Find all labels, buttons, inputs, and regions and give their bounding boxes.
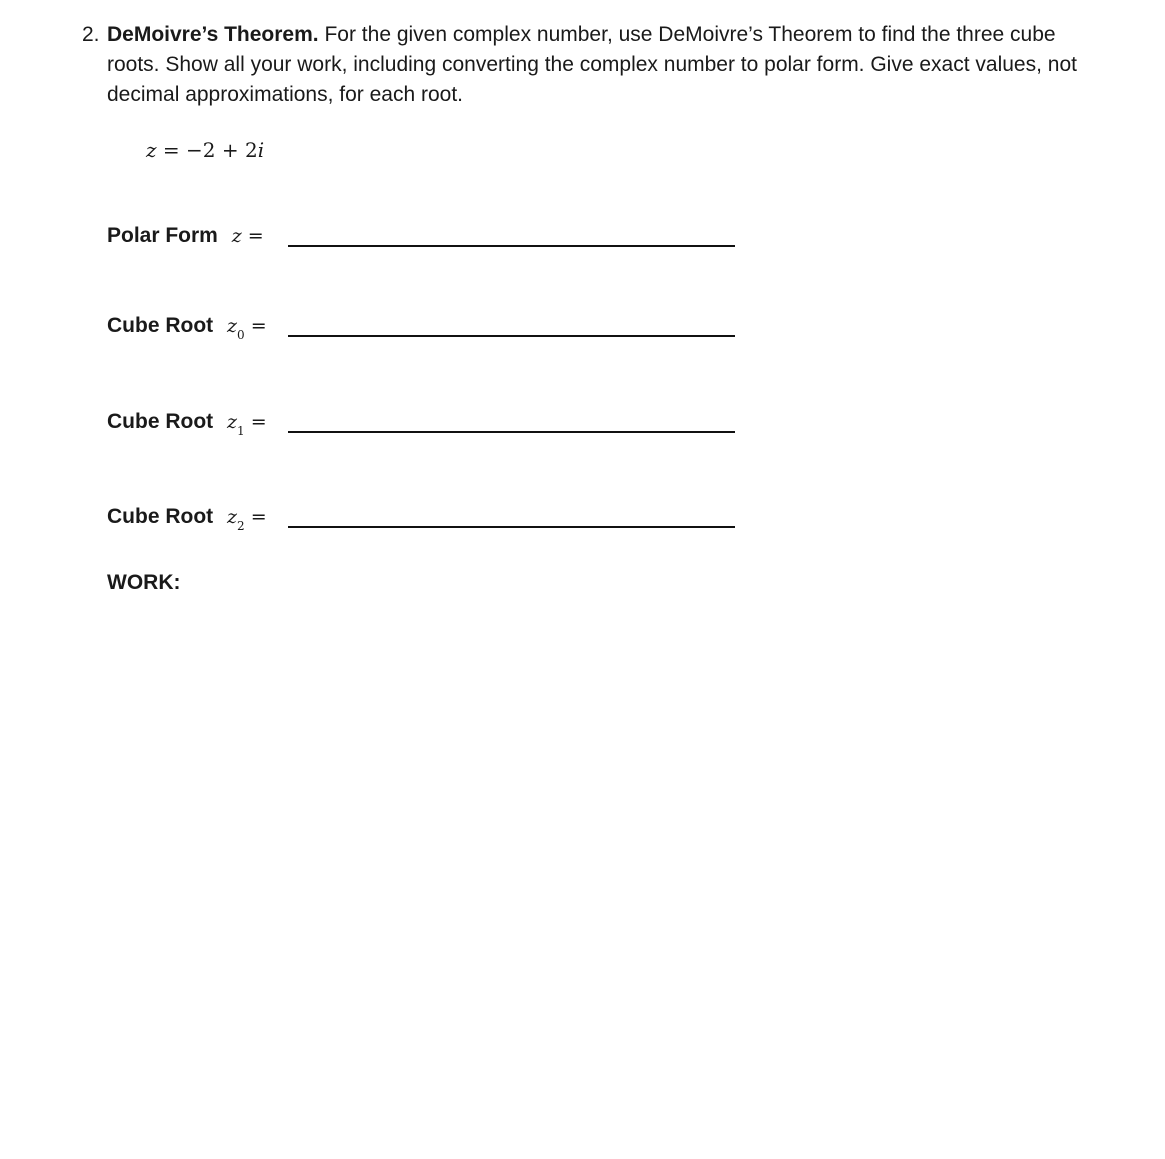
cube-root-0-label: Cube Root (107, 314, 214, 337)
polar-form-var: z (231, 225, 242, 247)
polar-form-eq: = (241, 225, 264, 247)
polar-form-math (232, 225, 264, 247)
cube-root-0-sub: 0 (237, 327, 245, 342)
cube-root-0-var: z (227, 315, 238, 337)
cube-root-2-math (227, 506, 267, 533)
given-variable: z (146, 138, 157, 162)
polar-form-label: Polar Form (107, 224, 218, 247)
cube-root-1-row (107, 410, 267, 436)
cube-root-2-var: z (227, 506, 238, 528)
given-expression: = −2 + 2 (156, 138, 258, 162)
problem-instructions: For the given complex number, use DeMoivre’s Theorem to find the three cube roots. Show all your work, including converting the complex number to polar form. Give exact values, not decimal approximations, for each root. (107, 23, 1077, 106)
cube-root-1-var: z (227, 411, 238, 433)
cube-root-1-eq: = (244, 411, 267, 433)
cube-root-1-answer-line[interactable] (288, 431, 735, 433)
problem-number: 2. (82, 23, 100, 46)
cube-root-2-label: Cube Root (107, 505, 214, 528)
problem-text (107, 20, 1092, 110)
polar-form-answer-line[interactable] (288, 245, 735, 247)
polar-form-row (107, 224, 264, 248)
cube-root-2-answer-line[interactable] (288, 526, 735, 528)
problem-statement (82, 20, 1092, 110)
given-complex-number (146, 138, 264, 162)
cube-root-0-math (227, 315, 267, 342)
cube-root-1-math (227, 411, 267, 438)
cube-root-0-answer-line[interactable] (288, 335, 735, 337)
cube-root-0-row (107, 314, 267, 340)
problem-title: DeMoivre’s Theorem. (107, 23, 319, 46)
cube-root-2-row (107, 505, 267, 531)
work-label: WORK: (107, 571, 181, 594)
cube-root-1-sub: 1 (237, 423, 245, 438)
cube-root-2-eq: = (244, 506, 267, 528)
given-imaginary-unit: i (257, 138, 265, 162)
cube-root-1-label: Cube Root (107, 410, 214, 433)
cube-root-0-eq: = (244, 315, 267, 337)
cube-root-2-sub: 2 (237, 518, 245, 533)
